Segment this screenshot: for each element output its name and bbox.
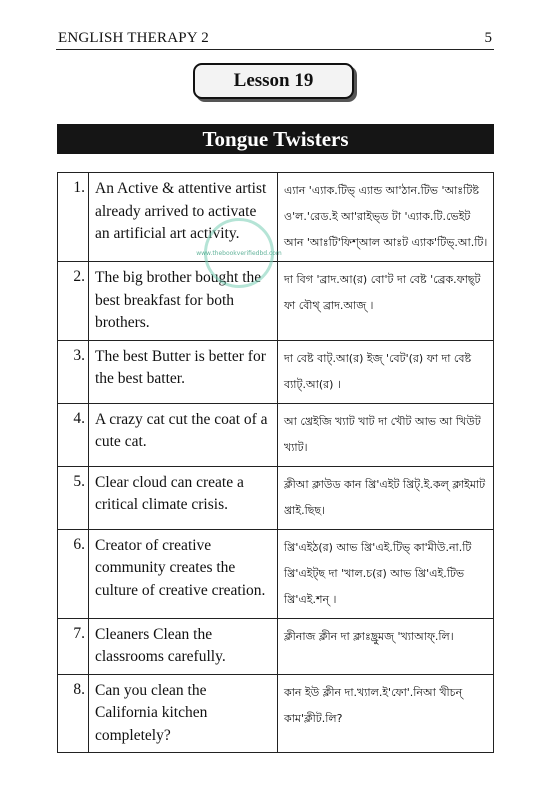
row-number: 1. xyxy=(58,173,89,262)
bangla-pronunciation: ক্লীআ ক্লাউড কান খ্রি'এইট খ্রিট্.ই.কল্ ক্লাইমাট খ্রাই.ছিছ। xyxy=(278,466,494,529)
page-header xyxy=(58,30,492,50)
bangla-pronunciation: কান ইউ ক্লীন দা.খ্যাল.ই'ফো'.নিআ খীচন্ কাম'ক্লীট.লি? xyxy=(278,674,494,753)
bangla-pronunciation: ক্লীনাজ ক্লীন দা ক্লাঃছ্রুমজ্ 'খ্যাআফ্.লি। xyxy=(278,618,494,674)
bangla-pronunciation: দা বেষ্ট বাট্.আ(র) ইজ্ 'বেট'(র) ফা দা বেষ্ট ব্যাট্.আ(র) । xyxy=(278,340,494,403)
table-row xyxy=(58,529,494,618)
watermark-text: www.thebookverifiedbd.com xyxy=(196,249,282,257)
bangla-pronunciation: আ খ্রেইজি খ্যাট খাট দা খৌট আভ আ খিউট খ্যাট। xyxy=(278,403,494,466)
table-row xyxy=(58,403,494,466)
table-row xyxy=(58,618,494,674)
section-title: Tongue Twisters xyxy=(57,124,494,154)
row-number: 2. xyxy=(58,262,89,341)
row-number: 5. xyxy=(58,466,89,529)
english-twister: Cleaners Clean the classrooms carefully. xyxy=(89,618,278,674)
page-number: 5 xyxy=(484,30,492,46)
row-number: 4. xyxy=(58,403,89,466)
book-title: ENGLISH THERAPY 2 xyxy=(58,30,209,46)
english-twister: A crazy cat cut the coat of a cute cat. xyxy=(89,403,278,466)
english-twister: The big brother bought the best breakfast for both brothers. xyxy=(89,262,278,341)
table-row xyxy=(58,262,494,341)
row-number: 7. xyxy=(58,618,89,674)
table-row xyxy=(58,340,494,403)
table-row xyxy=(58,466,494,529)
header-divider xyxy=(56,49,494,50)
row-number: 6. xyxy=(58,529,89,618)
english-twister: Can you clean the California kitchen completely? xyxy=(89,674,278,753)
bangla-pronunciation: এ্যান 'এ্যাক.টিভ্ এ্যান্ড আ'ঠান.টিভ 'আঃটিষ্ট ও'ল.'রেড.ই আ'রাইভ্ড টা 'এ্যাক.টি.ভেইট আন 'আঃটি'ফিশ্আল আঃট এ্যাক'টিভ্.আ.টি। xyxy=(278,173,494,262)
tongue-twister-table xyxy=(57,172,494,753)
bangla-pronunciation: খ্রি'এইঠ(র) আভ খ্রি'এই.টিভ্ কা'মীউ.না.টি খ্রি'এইট্ছ দা 'খাল.চ(র) আভ খ্রি'এই.টিভ খ্রি'এই.শন্ । xyxy=(278,529,494,618)
lesson-label: Lesson 19 xyxy=(193,63,354,99)
table-row xyxy=(58,173,494,262)
english-twister: The best Butter is better for the best batter. xyxy=(89,340,278,403)
english-twister: An Active & attentive artist already arrived to activate an artificial art activity. xyxy=(89,173,278,262)
row-number: 3. xyxy=(58,340,89,403)
table-row xyxy=(58,674,494,753)
english-twister: Creator of creative community creates the culture of creative creation. xyxy=(89,529,278,618)
bangla-pronunciation: দা বিগ 'ব্রাদ.আ(র) বো'ট দা বেষ্ট 'ব্রেক.ফাছ্ট ফা বৌথ্ ব্রাদ.আজ্ । xyxy=(278,262,494,341)
row-number: 8. xyxy=(58,674,89,753)
english-twister: Clear cloud can create a critical climate crisis. xyxy=(89,466,278,529)
